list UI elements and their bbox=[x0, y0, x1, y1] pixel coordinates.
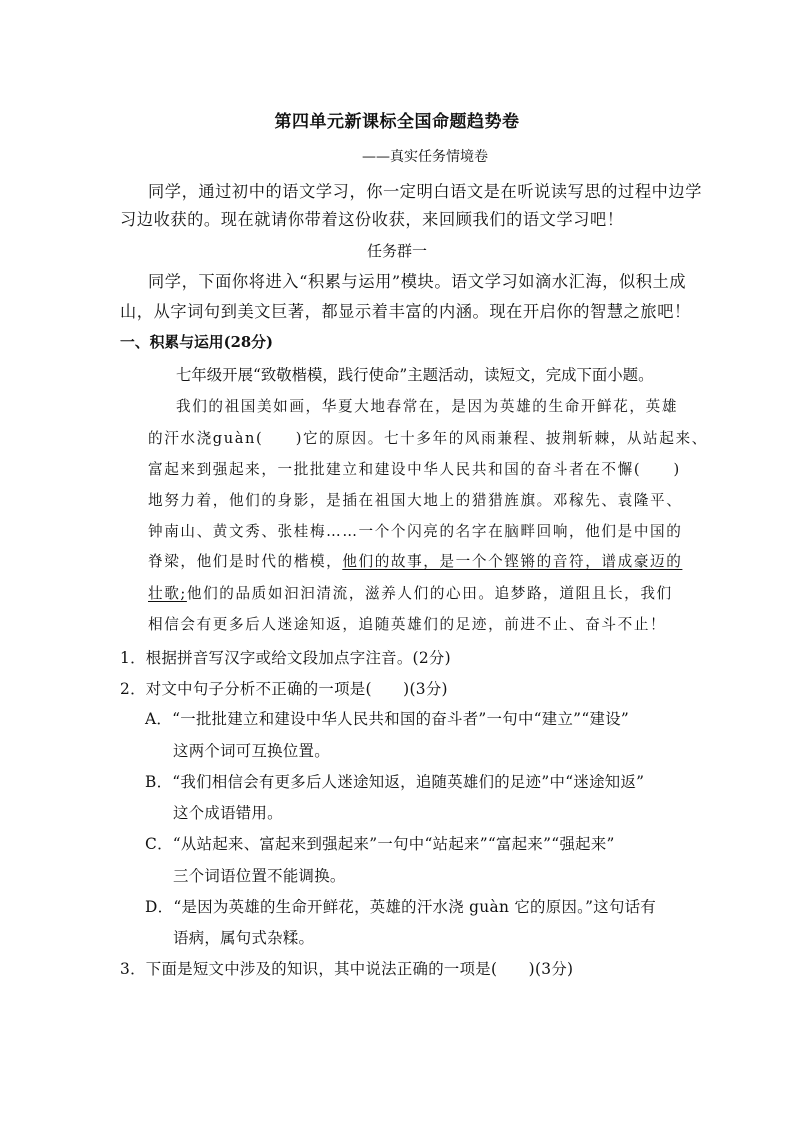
option-a-line-1: A．“一批批建立和建设中华人民共和国的奋斗者”一句中“建立”“建设” bbox=[145, 710, 630, 728]
option-c-line-2: 三个词语位置不能调换。 bbox=[173, 867, 346, 885]
activity-instruction: 七年级开展“致敬楷模，践行使命”主题活动，读短文，完成下面小题。 bbox=[176, 366, 654, 384]
question-1: 1．根据拼音写汉字或给文段加点字注音。(2分) bbox=[120, 649, 451, 667]
passage-line-6 bbox=[148, 550, 682, 571]
passage-line-5: 钟南山、黄文秀、张桂梅……一个个闪亮的名字在脑畔回响，他们是中国的 bbox=[148, 523, 683, 540]
section-heading: 一、积累与运用(28分) bbox=[120, 334, 273, 351]
task-group-title: 任务群一 bbox=[366, 242, 427, 260]
task-intro-line-1: 同学，下面你将进入“积累与运用”模块。语文学习如滴水汇海，似积土成 bbox=[148, 272, 687, 291]
passage-line-7-plain: 他们的品质如汩汩清流，滋养人们的心田。追梦路，道阻且长，我们 bbox=[186, 585, 673, 602]
passage-line-3: 富起来到强起来，一批批建立和建设中华人民共和国的奋斗者在不懈( ) bbox=[148, 461, 681, 478]
option-d-line-1: D．“是因为英雄的生命开鲜花，英雄的汗水浇 guàn 它的原因。”这句话有 bbox=[145, 898, 657, 916]
option-b-line-1: B．“我们相信会有更多后人迷途知返，追随英雄们的足迹”中“迷途知返” bbox=[145, 773, 645, 791]
question-2: 2．对文中句子分析不正确的一项是( )(3分) bbox=[120, 680, 448, 698]
page-title: 第四单元新课标全国命题趋势卷 bbox=[274, 112, 520, 132]
option-d-line-2: 语病，属句式杂糅。 bbox=[173, 929, 315, 947]
passage-line-4: 地努力着，他们的身影，是插在祖国大地上的猎猎旌旗。邓稼先、袁隆平、 bbox=[148, 492, 683, 509]
option-a-line-2: 这两个词可互换位置。 bbox=[173, 742, 330, 760]
intro-line-1: 同学，通过初中的语文学习，你一定明白语文是在听说读写思的过程中边学 bbox=[148, 182, 702, 201]
passage-line-1: 我们的祖国美如画，华夏大地春常在，是因为英雄的生命开鲜花，英雄 bbox=[176, 398, 679, 415]
passage-line-2: 的汗水浇guàn( )它的原因。七十多年的风雨兼程、披荆斩棘，从站起来、 bbox=[148, 430, 708, 447]
task-intro-line-2: 山，从字词句到美文巨著，都显示着丰富的内涵。现在开启你的智慧之旅吧！ bbox=[120, 302, 691, 321]
underlined-sentence-part-2: 壮歌; bbox=[148, 585, 187, 602]
option-b-line-2: 这个成语错用。 bbox=[173, 804, 283, 822]
passage-line-6-plain: 脊梁，他们是时代的楷模， bbox=[148, 553, 343, 570]
underlined-sentence-part-1: 他们的故事，是一个个铿锵的音符，谱成豪迈的 bbox=[342, 553, 683, 570]
question-3: 3．下面是短文中涉及的知识，其中说法正确的一项是( )(3分) bbox=[120, 960, 574, 978]
passage-line-7 bbox=[148, 582, 673, 603]
option-c-line-1: C．“从站起来、富起来到强起来”一句中“站起来”“富起来”“强起来” bbox=[145, 835, 615, 853]
intro-line-2: 习边收获的。现在就请你带着这份收获，来回顾我们的语文学习吧！ bbox=[120, 210, 624, 229]
passage-line-8: 相信会有更多后人迷途知返，追随英雄们的足迹，前进不止、奋斗不止！ bbox=[148, 616, 667, 633]
page-subtitle: ——真实任务情境卷 bbox=[362, 149, 488, 165]
